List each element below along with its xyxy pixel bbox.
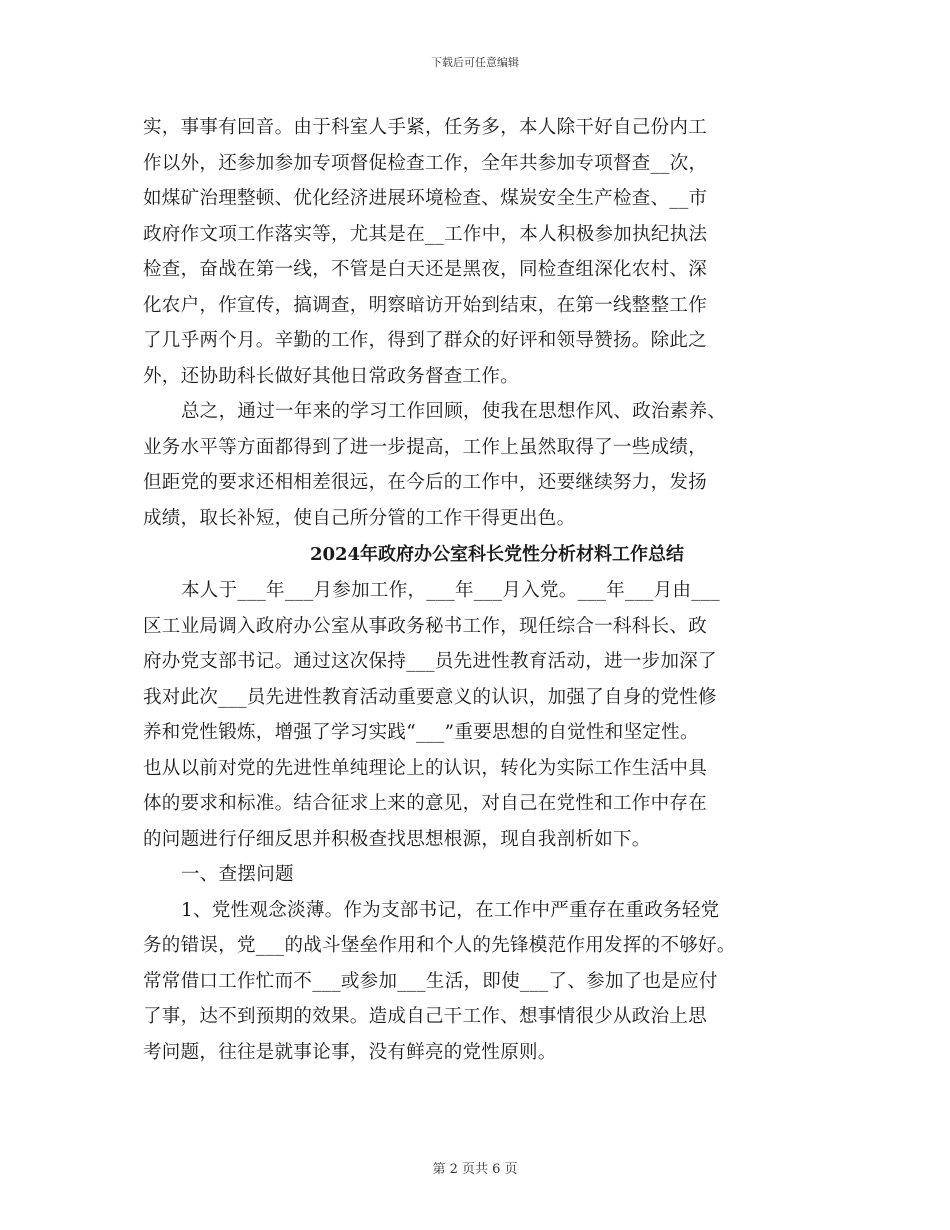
text-line: 务的错误，党___的战斗堡垒作用和个人的先锋模范作用发挥的不够好。 [143, 935, 736, 956]
text-line: 区工业局调入政府办公室从事政务秘书工作，现任综合一科科长、政 [143, 615, 708, 637]
text-line: 实，事事有回音。由于科室人手紧，任务多，本人除干好自己份内工 [143, 117, 708, 138]
text-line: 业务水平等方面都得到了进一步提高，工作上虽然取得了一些成绩， [143, 436, 708, 458]
text-line: 我对此次___员先进性教育活动重要意义的认识，加强了自身的党性修 [143, 686, 717, 708]
text-line: 考问题，往往是就事论事，没有鲜亮的党性原则。 [143, 1041, 557, 1063]
document-body [143, 110, 823, 1070]
text-line: 政府作文项工作落实等，尤其是在__工作中，本人积极参加执纪执法 [143, 223, 708, 245]
text-line: 检查，奋战在第一线，不管是白天还是黑夜，同检查组深化农村、深 [143, 259, 708, 280]
text-line: 养和党性锻炼，增强了学习实践“___”重要思想的自觉性和坚定性。 [143, 722, 699, 743]
page-header: 下载后可任意编辑 [431, 56, 519, 69]
text-line: 的问题进行仔细反思并积极查找思想根源，现自我剖析如下。 [143, 828, 651, 850]
text-line: 但距党的要求还相相差很远，在今后的工作中，还要继续努力，发扬 [143, 472, 708, 493]
text-line: 外，还协助科长做好其他日常政务督查工作。 [143, 365, 520, 387]
text-line: 常常借口工作忙而不___或参加___生活，即使___了、参加了也是应付 [143, 970, 718, 992]
text-line: 如煤矿治理整顿、优化经济进展环境检查、煤炭安全生产检查、__市 [143, 188, 708, 209]
text-line: 体的要求和标准。结合征求上来的意见，对自己在党性和工作中存在 [143, 793, 708, 814]
text-line: 本人于___年___月参加工作，___年___月入党。___年___月由___ [181, 580, 720, 601]
text-line: 府办党支部书记。通过这次保持___员先进性教育活动，进一步加深了 [143, 651, 717, 672]
text-line: 也从以前对党的先进性单纯理论上的认识，转化为实际工作生活中具 [143, 757, 708, 779]
text-line: 了几乎两个月。辛勤的工作，得到了群众的好评和领导赞扬。除此之 [143, 330, 708, 351]
subheading: 一、查摆问题 [181, 864, 294, 885]
text-line: 了事，达不到预期的效果。造成自己干工作、想事情很少从政治上思 [143, 1006, 708, 1027]
text-line: 1、党性观念淡薄。作为支部书记，在工作中严重存在重政务轻党 [181, 899, 720, 921]
section-heading: 2024年政府办公室科长党性分析材料工作总结 [309, 544, 685, 565]
text-line: 化农户，作宣传，搞调查，明察暗访开始到结束，在第一线整整工作 [143, 294, 708, 316]
page-footer: 第 2 页共 6 页 [432, 1162, 518, 1177]
text-line: 成绩，取长补短，使自己所分管的工作干得更出色。 [143, 507, 576, 529]
text-line: 总之，通过一年来的学习工作回顾，使我在思想作风、政治素养、 [181, 401, 727, 422]
text-line: 作以外，还参加参加专项督促检查工作，全年共参加专项督查__次， [143, 152, 708, 174]
